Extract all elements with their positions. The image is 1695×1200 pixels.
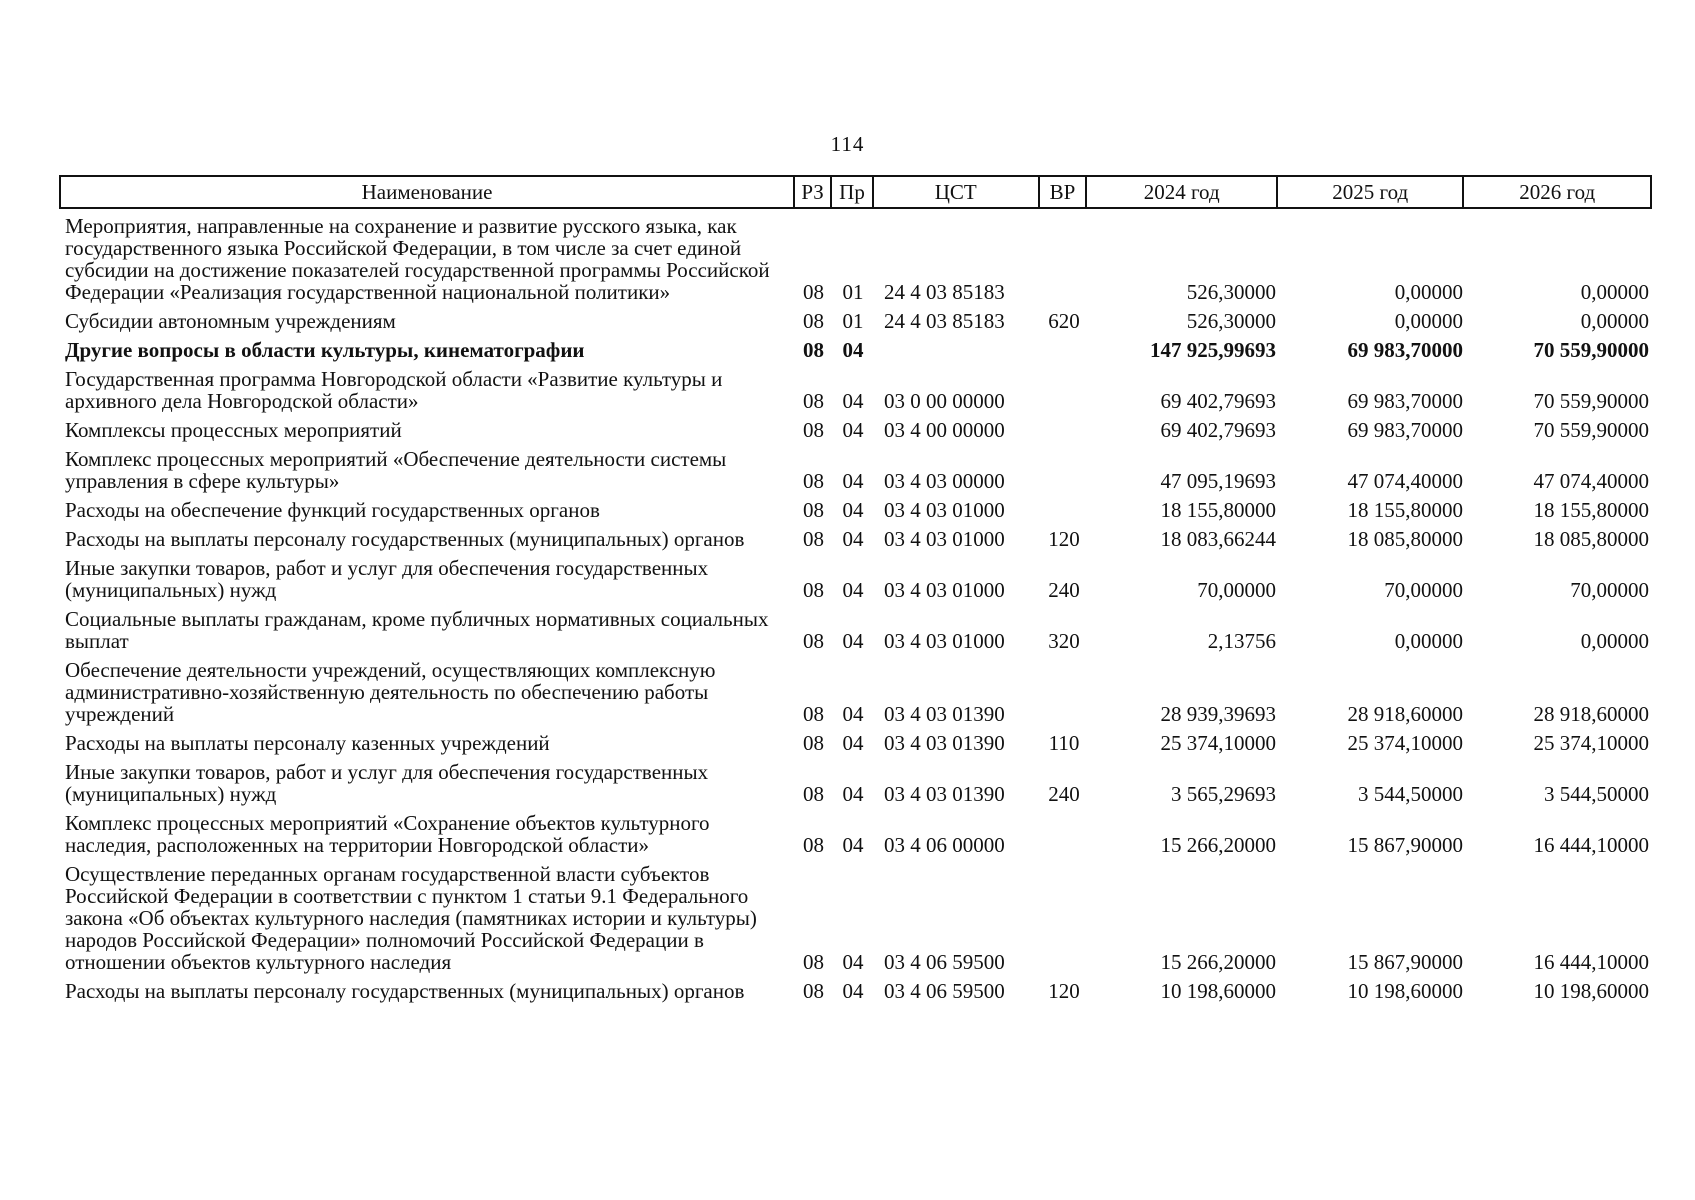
row-value-2025: 18 155,80000	[1347, 498, 1463, 522]
row-value-2024: 15 266,20000	[1160, 833, 1276, 857]
row-value-2025: 15 867,90000	[1347, 950, 1463, 974]
row-value-2026: 70 559,90000	[1533, 418, 1649, 442]
row-cst: 03 4 00 00000	[884, 418, 1005, 442]
row-value-2026: 18 155,80000	[1533, 498, 1649, 522]
row-pr: 01	[842, 280, 864, 304]
row-rz: 08	[803, 338, 824, 362]
row-value-2026: 0,00000	[1580, 309, 1649, 333]
row-name: Осуществление переданных органам государственной власти субъектов Российской Федерации в соответствии с пунктом 1 статьи 9.1 Федерального закона «Об объектах культурного наследия (памятниках истории и культуры) народов Российской Федерации» полномочий Российской Федерации в отношении объектов культурного наследия	[65, 862, 757, 974]
row-value-2024: 2,13756	[1207, 629, 1276, 653]
row-cst: 03 4 03 01390	[884, 731, 1005, 755]
table-row	[59, 608, 1652, 652]
row-cst: 03 4 03 00000	[884, 469, 1005, 493]
table-row	[59, 419, 1652, 441]
row-value-2024: 15 266,20000	[1160, 950, 1276, 974]
header-pr: Пр	[832, 177, 874, 207]
row-value-2026: 70,00000	[1570, 578, 1649, 602]
header-name: Наименование	[61, 177, 795, 207]
row-pr: 04	[842, 527, 864, 551]
row-value-2024: 69 402,79693	[1160, 418, 1276, 442]
row-value-2026: 10 198,60000	[1533, 979, 1649, 1003]
row-name: Расходы на выплаты персоналу государственных (муниципальных) органов	[65, 979, 745, 1003]
row-pr: 04	[842, 389, 864, 413]
row-value-2024: 18 155,80000	[1160, 498, 1276, 522]
row-cst: 03 4 06 59500	[884, 950, 1005, 974]
row-name: Другие вопросы в области культуры, кинематографии	[65, 338, 585, 362]
row-name: Государственная программа Новгородской области «Развитие культуры и архивного дела Новгородской области»	[65, 367, 723, 413]
row-name: Расходы на обеспечение функций государственных органов	[65, 498, 600, 522]
row-rz: 08	[803, 498, 824, 522]
row-value-2025: 28 918,60000	[1347, 702, 1463, 726]
row-cst: 03 4 03 01000	[884, 527, 1005, 551]
row-value-2026: 0,00000	[1580, 629, 1649, 653]
row-name: Социальные выплаты гражданам, кроме публичных нормативных социальных выплат	[65, 607, 769, 653]
row-vr: 120	[1048, 979, 1080, 1003]
row-pr: 04	[842, 469, 864, 493]
table-row	[59, 368, 1652, 412]
row-value-2026: 3 544,50000	[1544, 782, 1649, 806]
row-pr: 01	[842, 309, 864, 333]
header-2025: 2025 год	[1278, 177, 1465, 207]
page-number: 114	[830, 132, 865, 156]
row-value-2025: 47 074,40000	[1347, 469, 1463, 493]
row-cst: 03 0 00 00000	[884, 389, 1005, 413]
row-pr: 04	[842, 578, 864, 602]
table-row	[59, 761, 1652, 805]
row-vr: 240	[1048, 782, 1080, 806]
row-value-2026: 25 374,10000	[1533, 731, 1649, 755]
table-body	[59, 215, 1652, 1009]
row-name: Мероприятия, направленные на сохранение и развитие русского языка, как государственного языка Российской Федерации, в том числе за счет единой субсидии на достижение показателей государственной программы Российской Федерации «Реализация государственной национальной политики»	[65, 214, 770, 304]
row-value-2026: 16 444,10000	[1533, 950, 1649, 974]
table-header	[59, 175, 1652, 209]
table-row	[59, 659, 1652, 725]
row-value-2026: 28 918,60000	[1533, 702, 1649, 726]
row-rz: 08	[803, 731, 824, 755]
row-vr: 320	[1048, 629, 1080, 653]
row-cst: 24 4 03 85183	[884, 309, 1005, 333]
row-value-2026: 70 559,90000	[1533, 338, 1649, 362]
row-cst: 03 4 03 01000	[884, 498, 1005, 522]
row-value-2024: 526,30000	[1186, 309, 1276, 333]
row-name: Комплекс процессных мероприятий «Сохранение объектов культурного наследия, расположенных на территории Новгородской области»	[65, 811, 710, 857]
row-pr: 04	[842, 731, 864, 755]
table-row	[59, 448, 1652, 492]
row-cst: 24 4 03 85183	[884, 280, 1005, 304]
row-value-2024: 3 565,29693	[1171, 782, 1276, 806]
row-pr: 04	[842, 498, 864, 522]
header-2024: 2024 год	[1087, 177, 1278, 207]
row-value-2024: 526,30000	[1186, 280, 1276, 304]
row-name: Иные закупки товаров, работ и услуг для обеспечения государственных (муниципальных) нужд	[65, 556, 709, 602]
row-value-2025: 69 983,70000	[1347, 389, 1463, 413]
row-value-2024: 18 083,66244	[1160, 527, 1276, 551]
row-value-2025: 10 198,60000	[1347, 979, 1463, 1003]
row-name: Обеспечение деятельности учреждений, осуществляющих комплексную административно-хозяйственную деятельность по обеспечению работы учреждений	[65, 658, 716, 726]
table-row	[59, 528, 1652, 550]
row-pr: 04	[842, 950, 864, 974]
row-name: Комплексы процессных мероприятий	[65, 418, 402, 442]
row-cst: 03 4 03 01390	[884, 702, 1005, 726]
row-name: Комплекс процессных мероприятий «Обеспечение деятельности системы управления в сфере культуры»	[65, 447, 727, 493]
row-rz: 08	[803, 309, 824, 333]
table-row	[59, 215, 1652, 303]
row-value-2025: 0,00000	[1394, 629, 1463, 653]
row-value-2025: 15 867,90000	[1347, 833, 1463, 857]
row-cst: 03 4 03 01000	[884, 578, 1005, 602]
row-value-2024: 47 095,19693	[1160, 469, 1276, 493]
row-vr: 620	[1048, 309, 1080, 333]
row-value-2024: 10 198,60000	[1160, 979, 1276, 1003]
table-row	[59, 812, 1652, 856]
row-pr: 04	[842, 979, 864, 1003]
row-pr: 04	[842, 338, 864, 362]
row-value-2025: 69 983,70000	[1347, 418, 1463, 442]
row-cst: 03 4 03 01000	[884, 629, 1005, 653]
table-row	[59, 863, 1652, 973]
table-row	[59, 557, 1652, 601]
row-value-2025: 0,00000	[1394, 309, 1463, 333]
table-row	[59, 732, 1652, 754]
row-rz: 08	[803, 833, 824, 857]
row-pr: 04	[842, 702, 864, 726]
row-vr: 110	[1048, 731, 1080, 755]
row-rz: 08	[803, 418, 824, 442]
row-name: Расходы на выплаты персоналу казенных учреждений	[65, 731, 550, 755]
row-rz: 08	[803, 950, 824, 974]
header-vr: ВР	[1040, 177, 1088, 207]
row-value-2024: 25 374,10000	[1160, 731, 1276, 755]
row-rz: 08	[803, 469, 824, 493]
header-rz: РЗ	[795, 177, 832, 207]
row-pr: 04	[842, 782, 864, 806]
row-rz: 08	[803, 389, 824, 413]
row-value-2025: 25 374,10000	[1347, 731, 1463, 755]
row-rz: 08	[803, 280, 824, 304]
header-2026: 2026 год	[1519, 180, 1596, 204]
row-pr: 04	[842, 833, 864, 857]
table-row	[59, 310, 1652, 332]
row-value-2025: 69 983,70000	[1347, 338, 1463, 362]
row-rz: 08	[803, 629, 824, 653]
table-row	[59, 980, 1652, 1002]
row-vr: 120	[1048, 527, 1080, 551]
row-pr: 04	[842, 629, 864, 653]
row-cst: 03 4 06 59500	[884, 979, 1005, 1003]
row-value-2026: 70 559,90000	[1533, 389, 1649, 413]
row-value-2026: 16 444,10000	[1533, 833, 1649, 857]
row-rz: 08	[803, 702, 824, 726]
row-value-2025: 0,00000	[1394, 280, 1463, 304]
row-rz: 08	[803, 578, 824, 602]
row-cst: 03 4 03 01390	[884, 782, 1005, 806]
row-value-2026: 0,00000	[1580, 280, 1649, 304]
row-vr: 240	[1048, 578, 1080, 602]
table-row	[59, 339, 1652, 361]
row-value-2025: 18 085,80000	[1347, 527, 1463, 551]
row-rz: 08	[803, 782, 824, 806]
table-row	[59, 499, 1652, 521]
row-value-2026: 47 074,40000	[1533, 469, 1649, 493]
row-value-2024: 147 925,99693	[1150, 338, 1276, 362]
row-rz: 08	[803, 527, 824, 551]
row-name: Иные закупки товаров, работ и услуг для обеспечения государственных (муниципальных) нужд	[65, 760, 709, 806]
row-name: Расходы на выплаты персоналу государственных (муниципальных) органов	[65, 527, 745, 551]
row-value-2024: 69 402,79693	[1160, 389, 1276, 413]
row-cst: 03 4 06 00000	[884, 833, 1005, 857]
row-value-2025: 3 544,50000	[1358, 782, 1463, 806]
row-value-2025: 70,00000	[1384, 578, 1463, 602]
row-value-2026: 18 085,80000	[1533, 527, 1649, 551]
row-value-2024: 70,00000	[1197, 578, 1276, 602]
row-pr: 04	[842, 418, 864, 442]
row-rz: 08	[803, 979, 824, 1003]
header-cst: ЦСТ	[874, 177, 1040, 207]
row-name: Субсидии автономным учреждениям	[65, 309, 396, 333]
row-value-2024: 28 939,39693	[1160, 702, 1276, 726]
